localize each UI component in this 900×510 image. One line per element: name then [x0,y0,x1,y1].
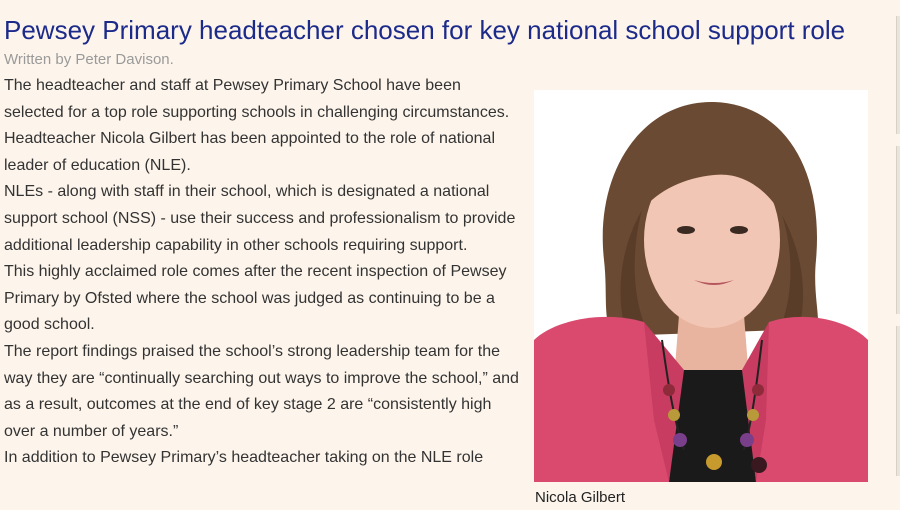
sidebar-edge-tab [896,326,900,476]
article-body [4,73,524,472]
article-paragraph: In addition to Pewsey Primary’s headteacher taking on the NLE role [4,449,484,467]
article-byline: Written by Peter Davison. [4,51,174,68]
headteacher-photo [534,90,868,482]
article-paragraph: This highly acclaimed role comes after the recent inspection of Pewsey Primary by Ofsted where the school was judged as continuing to be a good school. [4,263,507,334]
article-paragraph: The headteacher and staff at Pewsey Primary School have been selected for a top role supporting schools in challenging circumstances. [4,77,510,121]
article-paragraph: Headteacher Nicola Gilbert has been appointed to the role of national leader of education (NLE). [4,130,495,174]
article-title: Pewsey Primary headteacher chosen for key national school support role [4,15,846,45]
sidebar-edge-tab [896,146,900,314]
sidebar-edge-tab [896,16,900,134]
photo-caption: Nicola Gilbert [535,489,626,506]
article-paragraph: NLEs - along with staff in their school, which is designated a national support school (NSS) - use their success and professionalism to provide additional leadership capability in other schools requiring support. [4,183,516,254]
article-paragraph: The report findings praised the school’s strong leadership team for the way they are “continually searching out ways to improve the school,” and as a result, outcomes at the end of key stage 2 are “consistently high over a number of years.” [4,342,519,440]
